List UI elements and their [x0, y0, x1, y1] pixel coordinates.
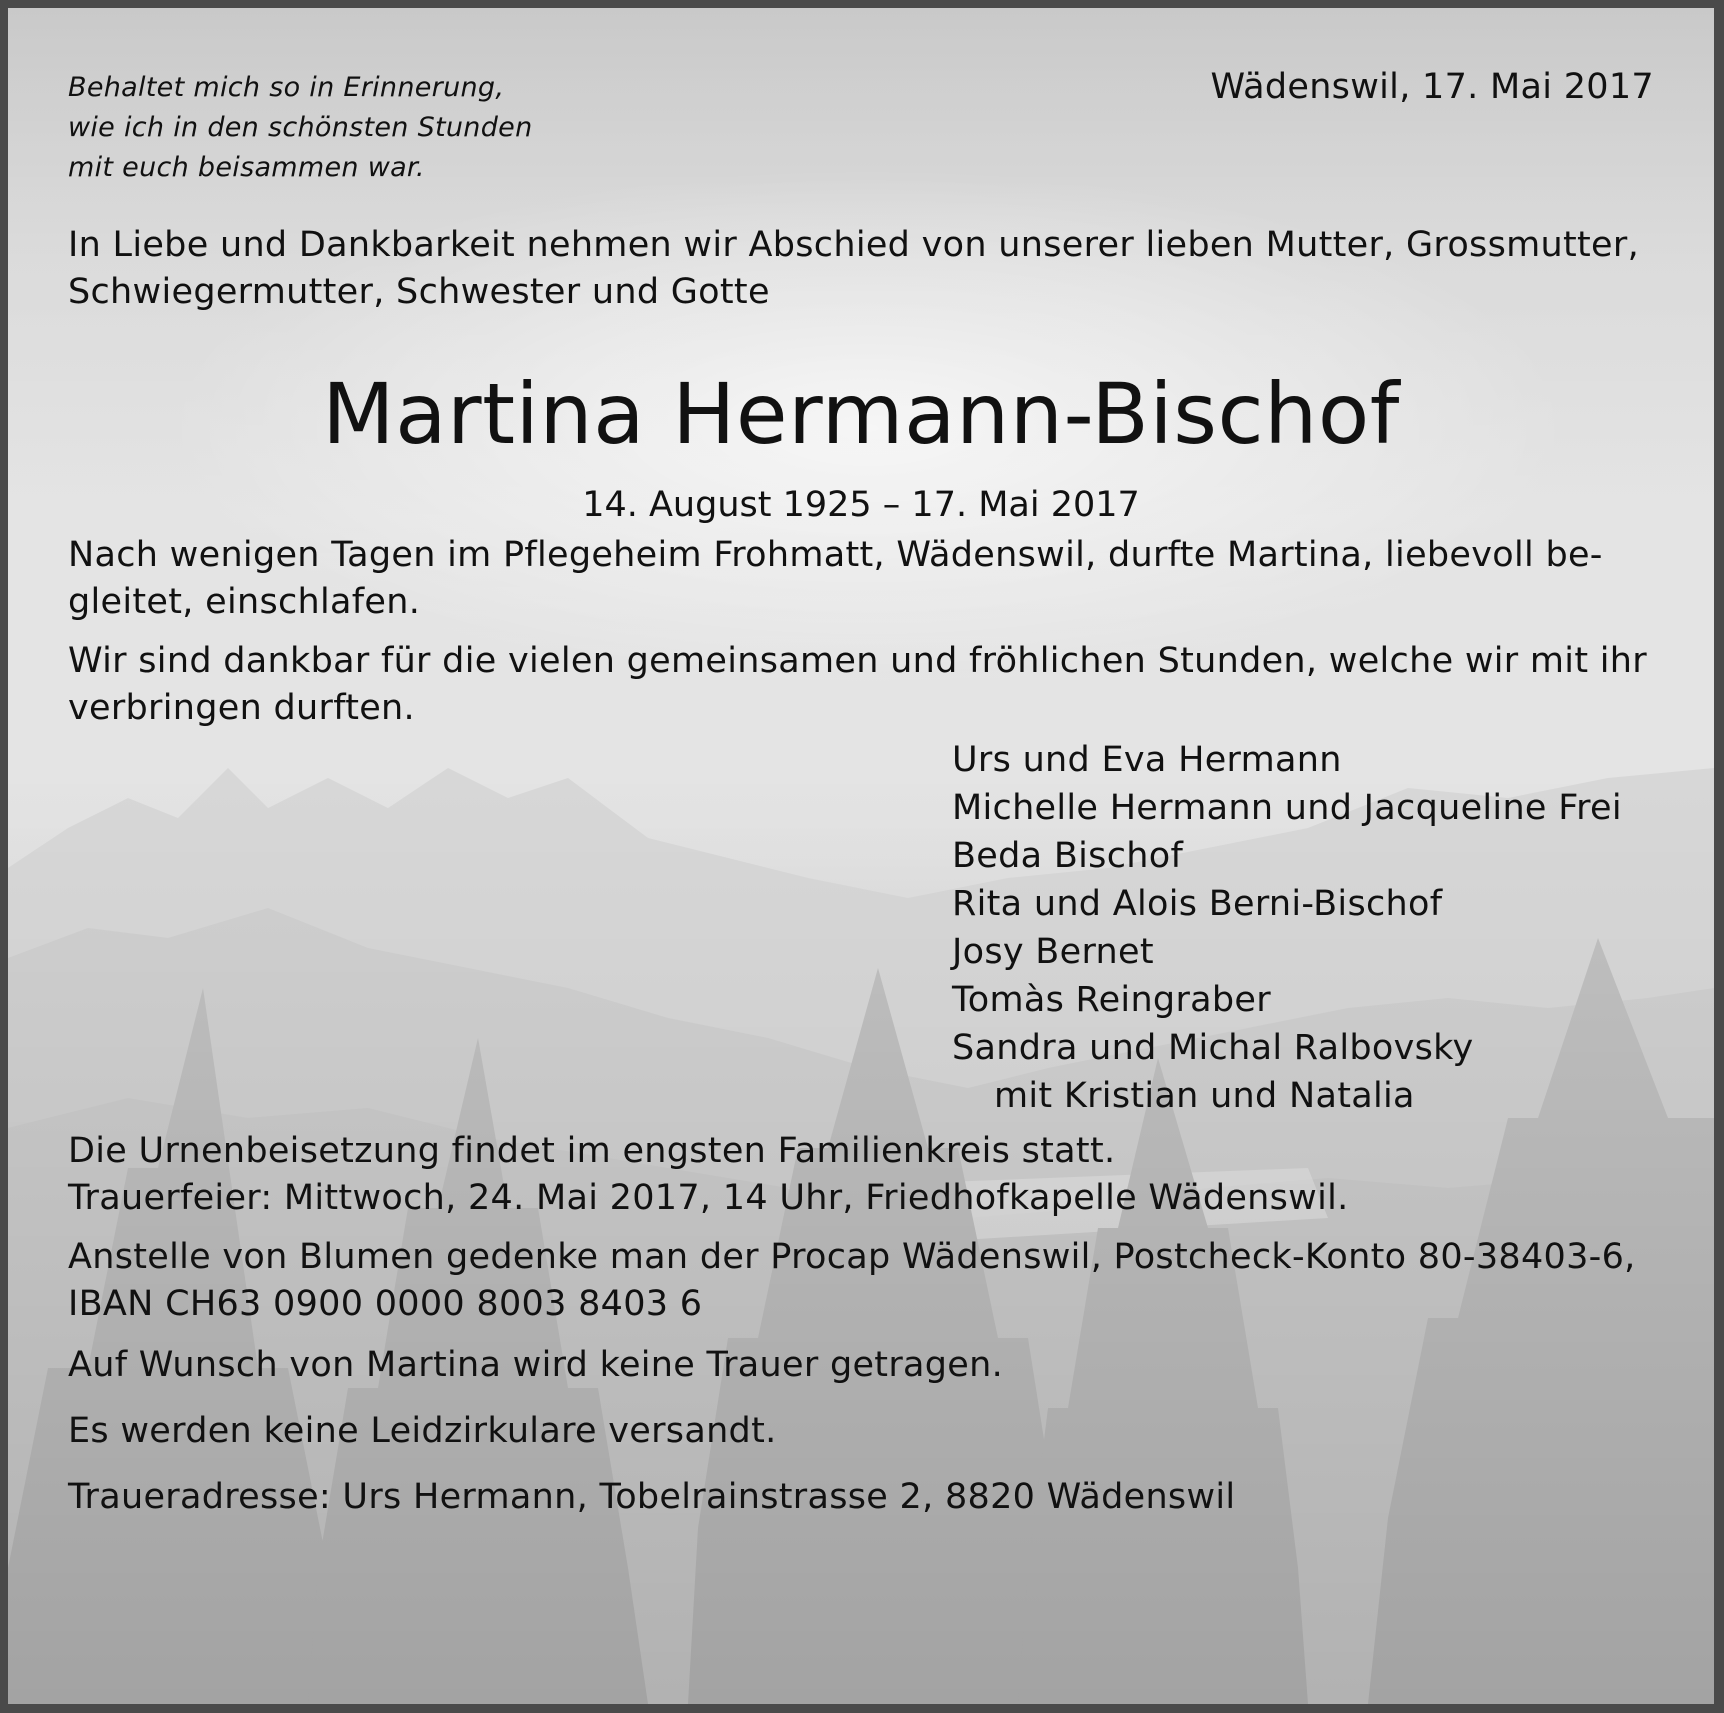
intro-line: Schwiegermutter, Schwester und Gotte — [68, 272, 770, 312]
mourner-entry: Urs und Eva Hermann — [952, 740, 1342, 780]
mourning-address: Traueradresse: Urs Hermann, Tobelrainstrasse 2, 8820 Wädenswil — [68, 1477, 1236, 1517]
paragraph-line: gleitet, einschlafen. — [68, 582, 421, 622]
mourners-list — [952, 736, 1622, 1120]
quote-line: mit euch beisammen war. — [68, 152, 425, 183]
paragraph-line: verbringen durften. — [68, 688, 415, 728]
place-date: Wädenswil, 17. Mai 2017 — [1210, 67, 1654, 107]
donation-line: IBAN CH63 0900 0000 8003 8403 6 — [68, 1284, 703, 1324]
mourner-entry: Sandra und Michal Ralbovsky — [952, 1028, 1474, 1068]
intro-line: In Liebe und Dankbarkeit nehmen wir Abschied von unserer lieben Mutter, Grossmutter, — [68, 225, 1639, 265]
mourner-entry: Tomàs Reingraber — [952, 980, 1271, 1020]
mourner-entry: mit Kristian und Natalia — [994, 1076, 1415, 1116]
ceremony-info — [68, 1128, 1349, 1222]
mourner-entry: Beda Bischof — [952, 836, 1184, 876]
deceased-name: Martina Hermann-Bischof — [322, 365, 1400, 463]
donation-info — [68, 1234, 1636, 1328]
ceremony-line: Trauerfeier: Mittwoch, 24. Mai 2017, 14 Uhr, Friedhofkapelle Wädenswil. — [68, 1178, 1349, 1218]
ceremony-line: Die Urnenbeisetzung findet im engsten Familienkreis statt. — [68, 1131, 1116, 1171]
no-mourning-note: Auf Wunsch von Martina wird keine Trauer getragen. — [68, 1345, 1004, 1385]
paragraph-line: Wir sind dankbar für die vielen gemeinsamen und fröhlichen Stunden, welche wir mit ihr — [68, 641, 1647, 681]
quote-line: wie ich in den schönsten Stunden — [68, 112, 533, 143]
paragraph-line: Nach wenigen Tagen im Pflegeheim Frohmatt, Wädenswil, durfte Martina, liebevoll be- — [68, 535, 1603, 575]
paragraph-gratitude — [68, 638, 1647, 732]
donation-line: Anstelle von Blumen gedenke man der Procap Wädenswil, Postcheck-Konto 80-38403-6, — [68, 1237, 1636, 1277]
memorial-quote — [68, 68, 533, 188]
obituary-notice — [8, 8, 1714, 1704]
life-dates: 14. August 1925 – 17. Mai 2017 — [582, 485, 1140, 525]
no-circulars-note: Es werden keine Leidzirkulare versandt. — [68, 1411, 777, 1451]
mourner-entry: Josy Bernet — [952, 932, 1154, 972]
quote-line: Behaltet mich so in Erinnerung, — [68, 72, 505, 103]
paragraph-passing — [68, 532, 1603, 626]
mourner-entry: Rita und Alois Berni-Bischof — [952, 884, 1443, 924]
intro-text — [68, 222, 1639, 316]
mourner-entry: Michelle Hermann und Jacqueline Frei — [952, 788, 1622, 828]
